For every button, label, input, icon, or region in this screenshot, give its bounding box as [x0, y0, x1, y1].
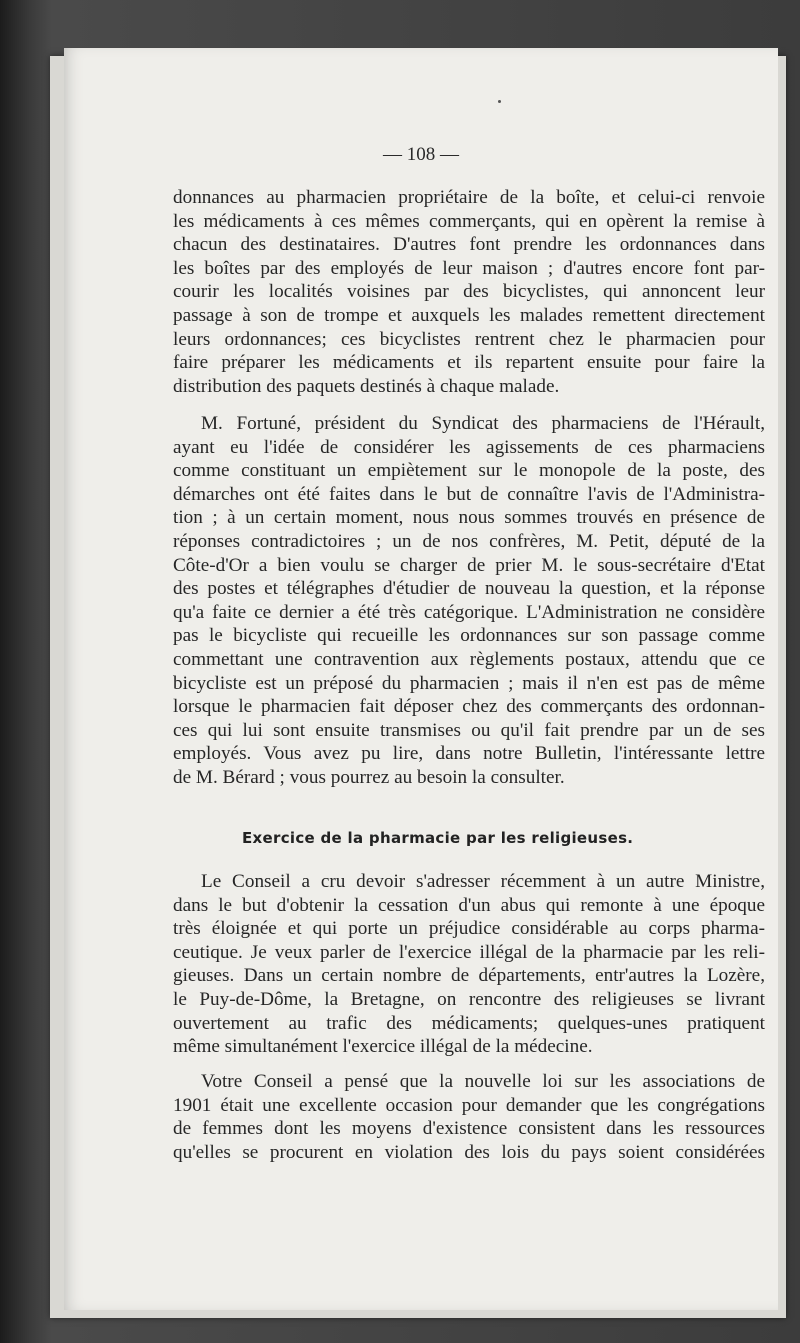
- paragraph-3: [173, 870, 765, 1059]
- text-line: Côte-d'Or a bien voulu se charger de prier M. le sous-secrétaire d'Etat: [173, 554, 765, 576]
- text-line: dans le but d'obtenir la cessation d'un abus qui remonte à une époque: [173, 894, 765, 916]
- section-heading: Exercice de la pharmacie par les religieuses.: [242, 829, 634, 847]
- paragraph-4: [173, 1070, 765, 1164]
- text-line: démarches ont été faites dans le but de connaître l'avis de l'Administra-: [173, 483, 765, 505]
- text-line: ayant eu l'idée de considérer les agissements de ces pharmaciens: [173, 436, 765, 458]
- text-line: les boîtes par des employés de leur maison ; d'autres encore font par-: [173, 257, 765, 279]
- text-line: réponses contradictoires ; un de nos confrères, M. Petit, député de la: [173, 530, 765, 552]
- text-line: ceutique. Je veux parler de l'exercice illégal de la pharmacie par les reli-: [173, 941, 765, 963]
- text-line: ces qui lui sont ensuite transmises ou qu'il fait prendre par un de ses: [173, 719, 765, 741]
- text-line: même simultanément l'exercice illégal de la médecine.: [173, 1036, 593, 1058]
- paragraph-2: [173, 412, 765, 790]
- text-line: donnances au pharmacien propriétaire de la boîte, et celui-ci renvoie: [173, 187, 765, 208]
- text-line: tion ; à un certain moment, nous nous sommes trouvés en présence de: [173, 507, 765, 529]
- text-line: employés. Vous avez pu lire, dans notre Bulletin, l'intéressante lettre: [173, 743, 765, 765]
- text-line: les médicaments à ces mêmes commerçants, qui en opèrent la remise à: [173, 210, 765, 232]
- text-line: très éloignée et qui porte un préjudice considérable au corps pharma-: [173, 918, 765, 940]
- text-line: comme constituant un empiètement sur le monopole de la poste, des: [173, 460, 765, 482]
- scan-speck: [498, 100, 501, 103]
- text-line: chacun des destinataires. D'autres font prendre les ordonnances dans: [173, 234, 765, 256]
- text-line: ouvertement au trafic des médicaments; quelques-unes pratiquent: [173, 1012, 765, 1034]
- text-line: le Puy-de-Dôme, la Bretagne, on rencontre des religieuses se livrant: [173, 988, 765, 1010]
- text-line: des postes et télégraphes d'étudier de nouveau la question, et la réponse: [173, 578, 765, 600]
- text-line: courir les localités voisines par des bicyclistes, qui annoncent leur: [173, 281, 765, 303]
- text-line: leurs ordonnances; ces bicyclistes rentrent chez le pharmacien pour: [173, 328, 765, 350]
- text-line: qu'elles se procurent en violation des lois du pays soient considérées: [173, 1141, 765, 1163]
- text-line: M. Fortuné, président du Syndicat des pharmaciens de l'Hérault,: [201, 413, 765, 434]
- text-line: passage à son de trompe et auxquels les malades remettent directement: [173, 304, 765, 326]
- book-page: [64, 48, 778, 1310]
- text-line: Votre Conseil a pensé que la nouvelle loi sur les associations de: [201, 1071, 765, 1092]
- text-line: pas le bicycliste qui recueille les ordonnances sur son passage comme: [173, 625, 765, 647]
- text-line: bicycliste est un préposé du pharmacien ; mais il n'en est pas de même: [173, 672, 765, 694]
- page-number: — 108 —: [383, 144, 459, 165]
- text-line: qu'a faite ce dernier a été très catégorique. L'Administration ne considère: [173, 601, 765, 623]
- paragraph-1: [173, 186, 765, 398]
- text-line: 1901 était une excellente occasion pour demander que les congrégations: [173, 1094, 765, 1116]
- text-line: de femmes dont les moyens d'existence consistent dans les ressources: [173, 1118, 765, 1140]
- text-line: gieuses. Dans un certain nombre de départements, entr'autres la Lozère,: [173, 965, 765, 987]
- text-line: distribution des paquets destinés à chaque malade.: [173, 375, 560, 397]
- text-line: Le Conseil a cru devoir s'adresser récemment à un autre Ministre,: [201, 871, 765, 892]
- text-line: commettant une contravention aux règlements postaux, attendu que ce: [173, 648, 765, 670]
- text-line: lorsque le pharmacien fait déposer chez des commerçants des ordonnan-: [173, 696, 765, 718]
- text-line: de M. Bérard ; vous pourrez au besoin la consulter.: [173, 766, 565, 788]
- text-line: faire préparer les médicaments et ils repartent ensuite pour faire la: [173, 352, 765, 374]
